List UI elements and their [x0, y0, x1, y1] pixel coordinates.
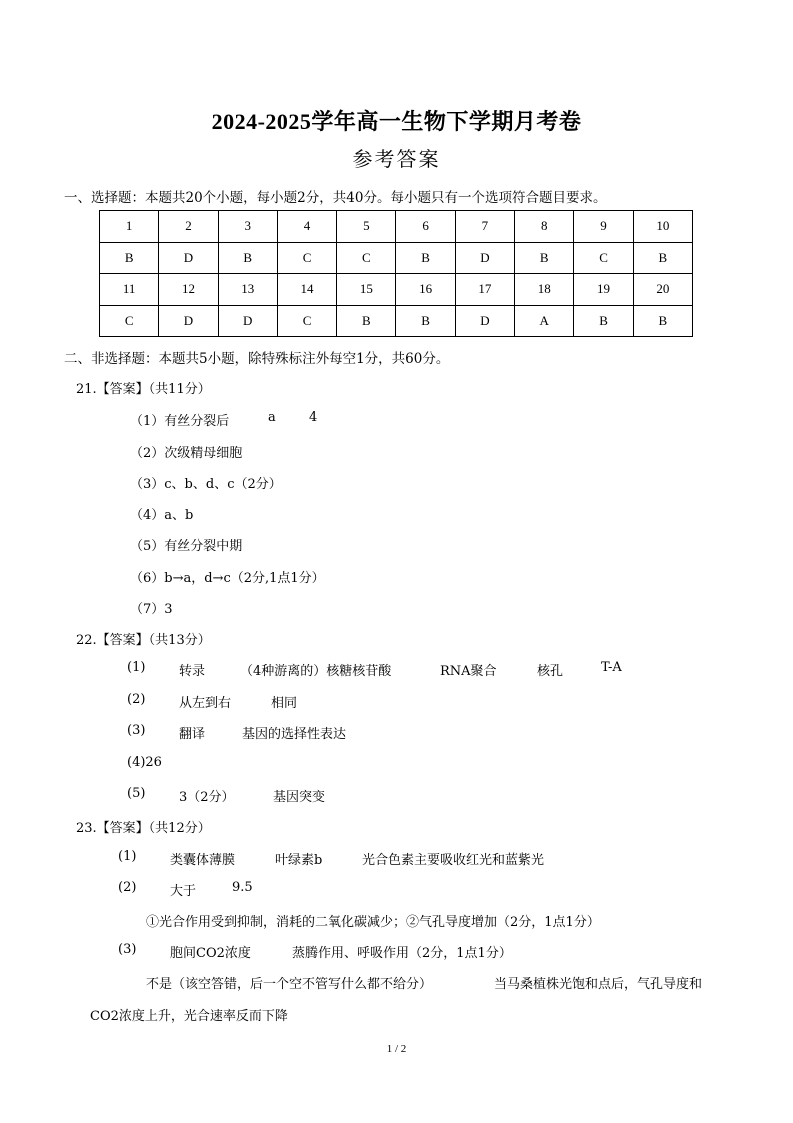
- table-cell: B: [218, 242, 277, 274]
- table-cell: C: [574, 242, 633, 274]
- table-cell: 12: [159, 274, 218, 306]
- table-cell: 10: [633, 211, 692, 243]
- q22-answer-3a: 翻译: [179, 727, 206, 742]
- q22-answer-3-num: (3): [127, 723, 146, 738]
- q21-answer-1b: a: [268, 410, 276, 425]
- table-cell: D: [159, 305, 218, 337]
- q23-answer-2-explanation: ①光合作用受到抑制，消耗的二氧化碳减少；②气孔导度增加（2分，1点1分）: [146, 915, 600, 930]
- q22-answer-1e: T-A: [601, 660, 622, 675]
- q21-answer-7: （7）3: [130, 602, 173, 617]
- q22-answer-5b: 基因突变: [273, 790, 326, 805]
- document-title: 2024-2025学年高一生物下学期月考卷: [211, 109, 582, 134]
- section-multiple-choice-heading: 一、选择题：本题共20个小题，每小题2分，共40分。每小题只有一个选项符合题目要求。: [64, 190, 607, 206]
- q22-answer-5-num: (5): [127, 786, 146, 801]
- q21-answer-4: （4）a、b: [130, 508, 194, 523]
- q23-answer-4c: CO2浓度上升，光合速率反而下降: [90, 1009, 288, 1024]
- question-23-header: 23.【答案】（共12分）: [76, 821, 211, 836]
- table-cell: B: [396, 305, 455, 337]
- q22-answer-1a: 转录: [179, 664, 206, 679]
- q23-answer-1b: 叶绿素b: [275, 853, 323, 868]
- q23-answer-4b: 当马桑植株光饱和点后，气孔导度和: [494, 977, 703, 992]
- table-cell: 5: [337, 211, 396, 243]
- table-cell: 11: [100, 274, 159, 306]
- q22-answer-5a: 3（2分）: [179, 790, 235, 805]
- q23-answer-3a: 胞间CO2浓度: [170, 946, 251, 961]
- q22-answer-1c: RNA聚合: [440, 664, 497, 679]
- q23-answer-4a: 不是（该空答错，后一个空不管写什么都不给分）: [146, 977, 433, 992]
- answer-table: [99, 210, 693, 337]
- q22-answer-1b: （4种游离的）核糖核苷酸: [240, 664, 392, 679]
- q21-answer-5: （5）有丝分裂中期: [130, 539, 243, 554]
- table-cell: 17: [455, 274, 514, 306]
- q22-answer-2a: 从左到右: [179, 696, 232, 711]
- q22-answer-1d: 核孔: [537, 664, 564, 679]
- page-number: 1 / 2: [386, 1043, 407, 1055]
- q23-answer-2b: 9.5: [232, 880, 253, 895]
- table-row-answers-1: [100, 242, 693, 274]
- table-cell: A: [515, 305, 574, 337]
- table-cell: 20: [633, 274, 692, 306]
- q23-answer-3b: 蒸腾作用、呼吸作用（2分，1点1分）: [292, 946, 512, 961]
- q22-answer-2-num: (2): [127, 692, 146, 707]
- table-cell: B: [633, 242, 692, 274]
- table-cell: 14: [277, 274, 336, 306]
- table-cell: 9: [574, 211, 633, 243]
- table-cell: 1: [100, 211, 159, 243]
- table-cell: 16: [396, 274, 455, 306]
- q21-answer-3: （3）c、b、d、c（2分）: [130, 477, 282, 492]
- table-row-answers-2: [100, 305, 693, 337]
- q21-answer-2: （2）次级精母细胞: [130, 446, 243, 461]
- q21-answer-1c: 4: [309, 410, 318, 425]
- q22-answer-1-num: (1): [127, 660, 146, 675]
- question-21-header: 21.【答案】（共11分）: [76, 382, 211, 397]
- table-cell: 18: [515, 274, 574, 306]
- q22-answer-3b: 基因的选择性表达: [242, 727, 347, 742]
- table-cell: 3: [218, 211, 277, 243]
- table-cell: 4: [277, 211, 336, 243]
- q23-answer-1-num: (1): [118, 849, 137, 864]
- q21-answer-6: （6）b→a，d→c（2分,1点1分）: [130, 571, 325, 586]
- table-cell: 15: [337, 274, 396, 306]
- table-row-numbers-1: [100, 211, 693, 243]
- q22-answer-4: (4)26: [127, 755, 162, 770]
- table-cell: D: [455, 305, 514, 337]
- table-cell: 7: [455, 211, 514, 243]
- q22-answer-2b: 相同: [271, 696, 298, 711]
- table-cell: 19: [574, 274, 633, 306]
- document-subtitle: 参考答案: [352, 147, 441, 171]
- table-cell: B: [337, 305, 396, 337]
- table-cell: D: [159, 242, 218, 274]
- table-cell: D: [218, 305, 277, 337]
- q21-answer-1: （1）有丝分裂后: [130, 414, 230, 429]
- q23-answer-3-num: (3): [118, 942, 137, 957]
- table-cell: 13: [218, 274, 277, 306]
- table-cell: C: [277, 305, 336, 337]
- table-cell: B: [633, 305, 692, 337]
- table-cell: B: [100, 242, 159, 274]
- table-cell: C: [277, 242, 336, 274]
- q23-answer-1a: 类囊体薄膜: [170, 853, 236, 868]
- table-cell: B: [515, 242, 574, 274]
- q23-answer-2a: 大于: [170, 884, 197, 899]
- table-cell: C: [337, 242, 396, 274]
- question-22-header: 22.【答案】（共13分）: [76, 633, 211, 648]
- table-cell: 2: [159, 211, 218, 243]
- table-cell: B: [396, 242, 455, 274]
- table-cell: C: [100, 305, 159, 337]
- table-cell: 6: [396, 211, 455, 243]
- section-non-choice-heading: 二、非选择题：本题共5小题，除特殊标注外每空1分，共60分。: [64, 351, 450, 367]
- table-cell: B: [574, 305, 633, 337]
- q23-answer-2-num: (2): [118, 880, 137, 895]
- q23-answer-1c: 光合色素主要吸收红光和蓝紫光: [362, 853, 545, 868]
- table-row-numbers-2: [100, 274, 693, 306]
- table-cell: D: [455, 242, 514, 274]
- table-cell: 8: [515, 211, 574, 243]
